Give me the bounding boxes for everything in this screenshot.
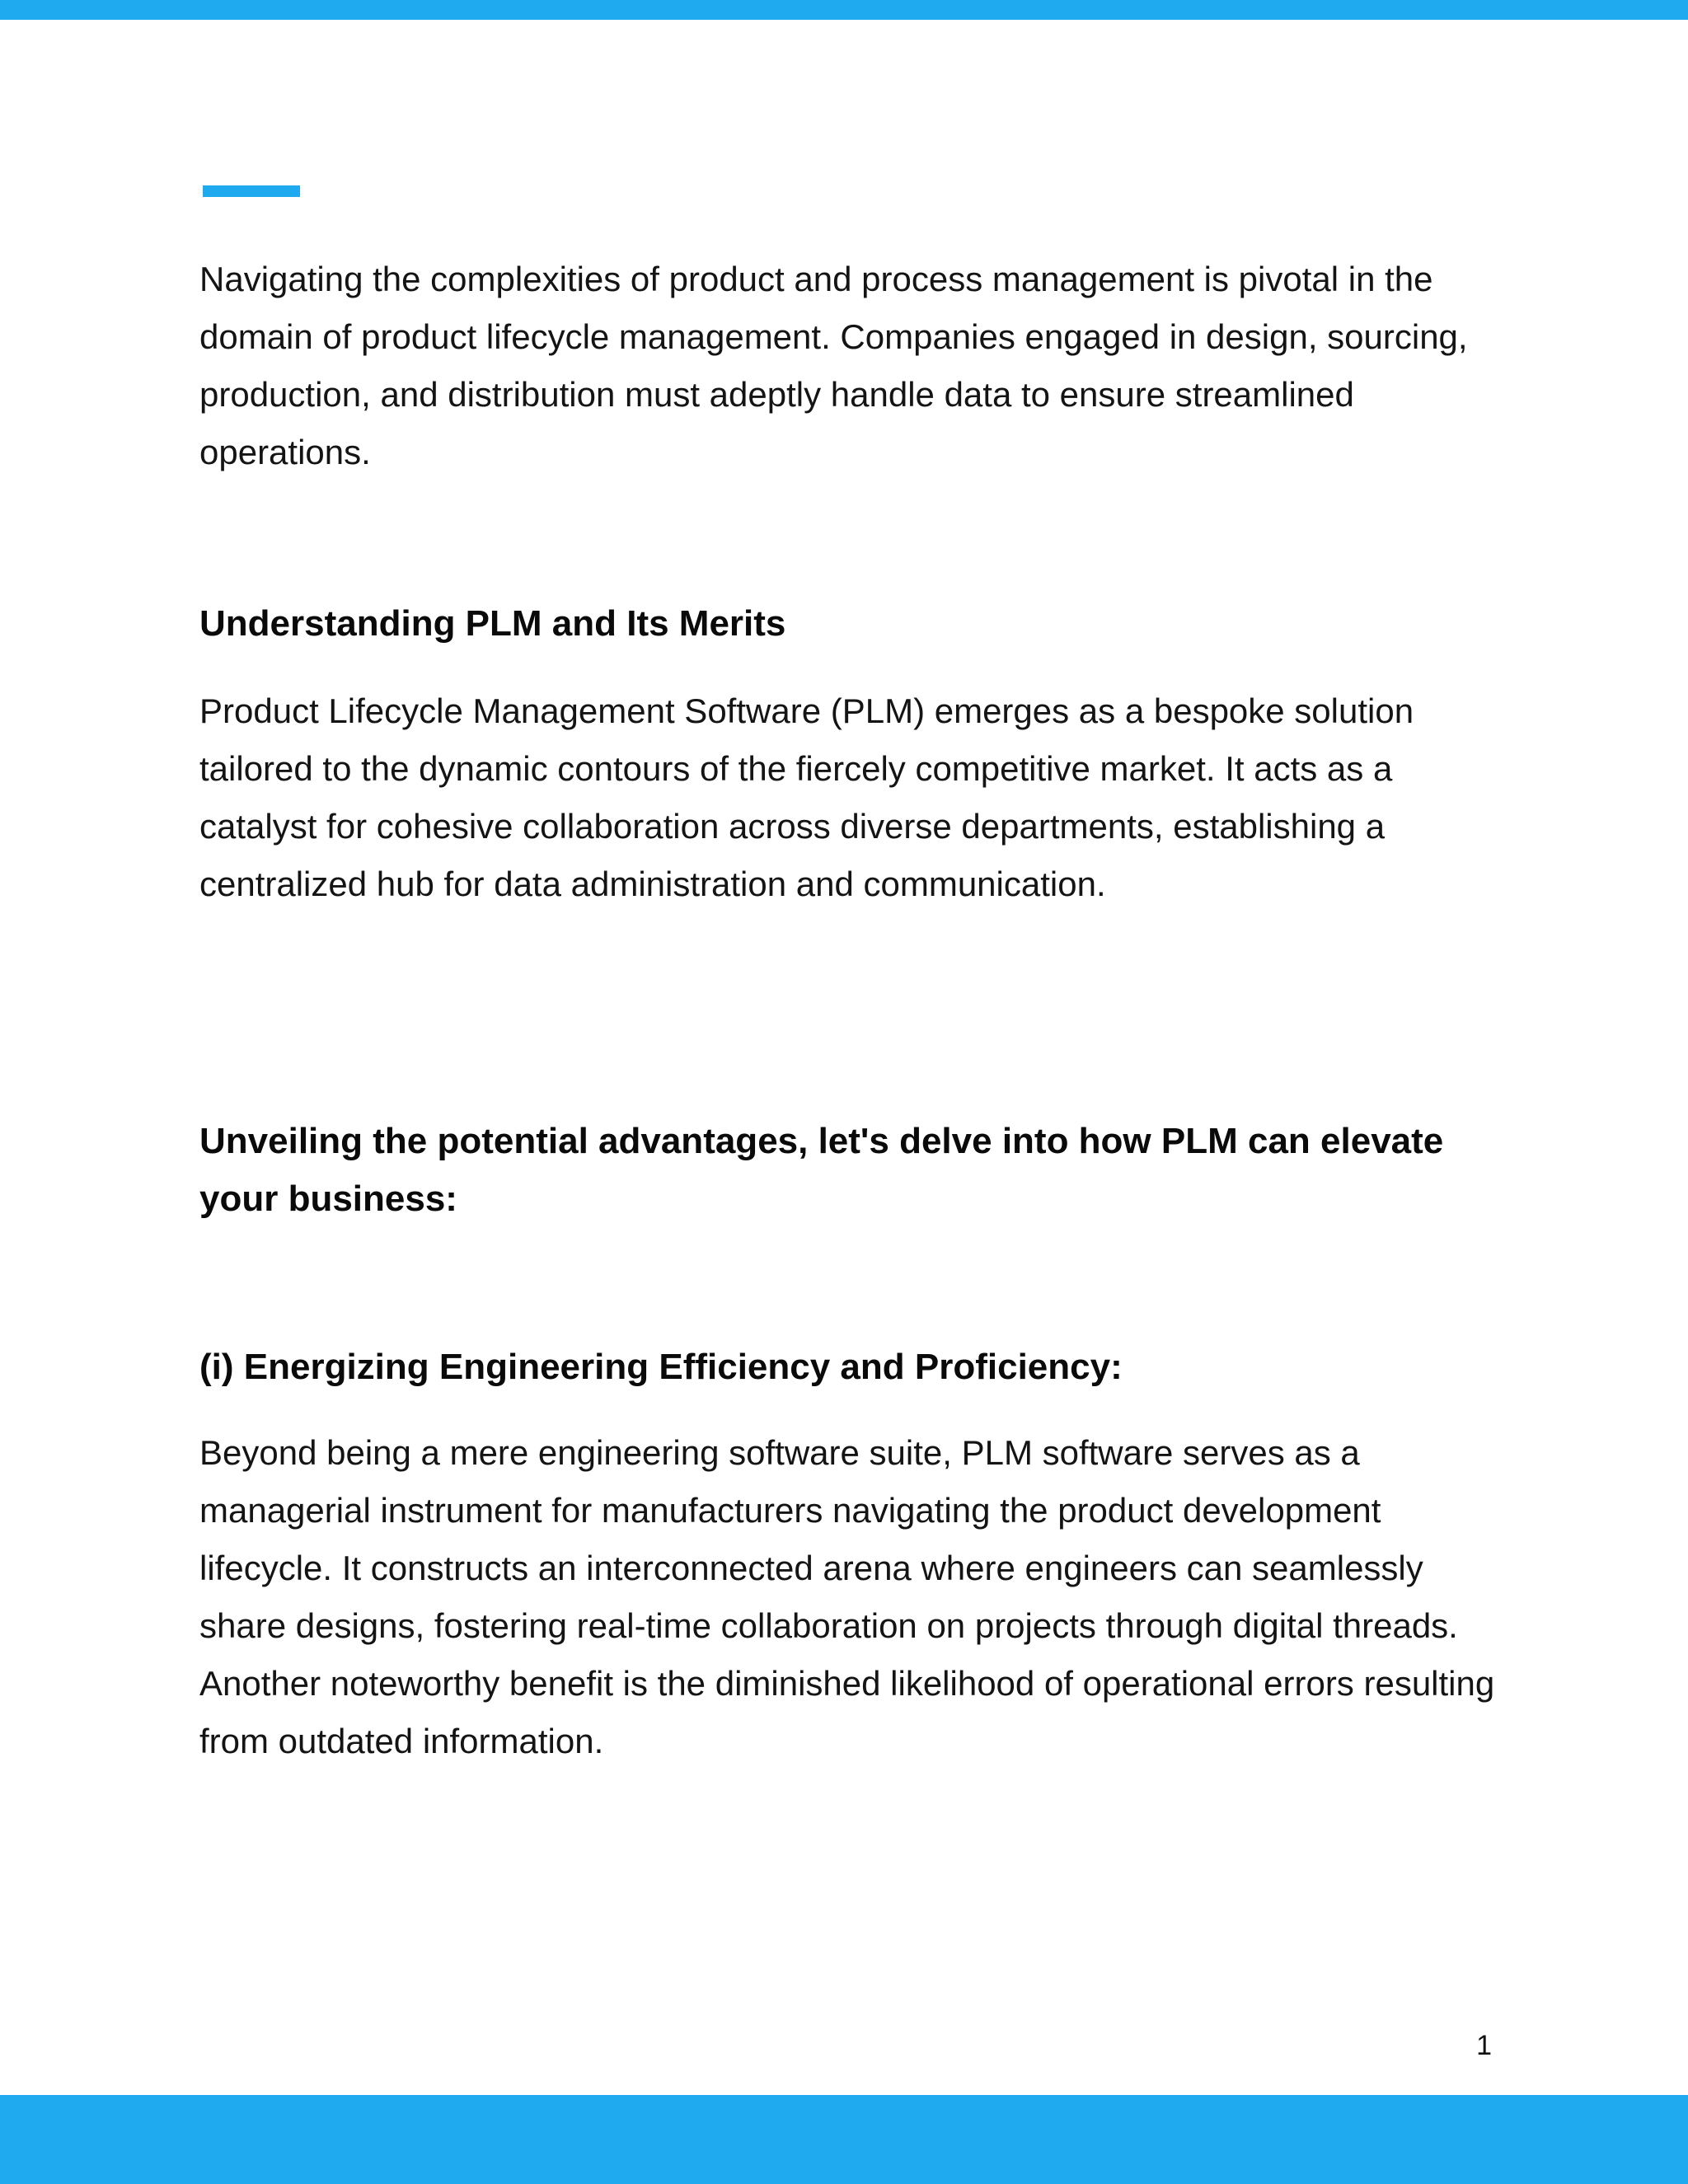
intro-paragraph: Navigating the complexities of product and process management is pivotal in the domain of product lifecycle management. Companies engaged in design, sourcing, production, and distribution must adeptly handle data to ensure streamlined operations.	[199, 260, 1468, 471]
accent-dash-decoration	[203, 185, 300, 197]
bottom-accent-bar	[0, 2095, 1688, 2184]
section-heading-plm-merits: Understanding PLM and Its Merits	[199, 603, 786, 644]
advantages-heading: Unveiling the potential advantages, let's delve into how PLM can elevate your business:	[199, 1121, 1444, 1219]
plm-merits-paragraph: Product Lifecycle Management Software (PLM) emerges as a bespoke solution tailored to the dynamic contours of the fiercely competitive market. It acts as a catalyst for cohesive collaboration across diverse departments, establishing a centralized hub for data administration and communication.	[199, 691, 1414, 903]
page-number: 1	[1476, 2030, 1492, 2061]
top-accent-bar	[0, 0, 1688, 20]
subsection-heading-engineering-efficiency: (i) Energizing Engineering Efficiency and Proficiency:	[199, 1347, 1123, 1387]
engineering-efficiency-paragraph: Beyond being a mere engineering software suite, PLM software serves as a managerial instrument for manufacturers navigating the product development lifecycle. It constructs an interconnected arena where engineers can seamlessly share designs, fostering real-time collaboration on projects through digital threads. Another noteworthy benefit is the diminished likelihood of operational errors resulting from outdated information.	[199, 1433, 1495, 1760]
